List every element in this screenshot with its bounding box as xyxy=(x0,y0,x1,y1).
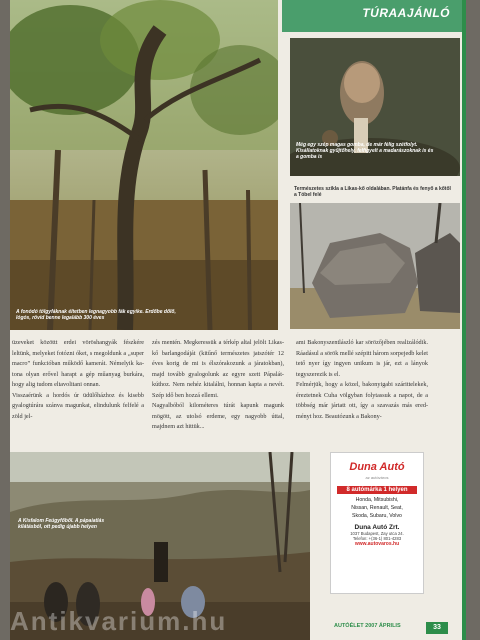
edge-color-bar xyxy=(462,0,466,640)
article-column-2 xyxy=(152,338,284,433)
forest-photo xyxy=(10,0,278,330)
ad-brand-line: Nissan, Renault, Seat, xyxy=(351,505,403,511)
mushroom-photo xyxy=(290,38,460,176)
article-paragraph: ami Bakonyszentlászló kar sörözőjében realizálódik. Ráadásul a sörök mellé szépitt három sorpejedb kelet tető nyer így ingyen unikum is jár, ezt a lányok tegyszerezik is el. xyxy=(296,339,428,378)
section-title: TÚRAAJÁNLÓ xyxy=(362,6,450,20)
magazine-footer: AUTÓÉLET 2007 ÁPRILIS xyxy=(334,623,401,629)
article-paragraph: Felmérjük, hogy a közel, bakonyigabi szárittelekek, éreztetnek Cuha völgyban folytassuk a napot, de a többség már jártatt ott, így a szavazás más eredményt hoz. Beautózunk a Bakony- xyxy=(296,381,428,420)
ad-address: 1037 Budapest, Zay utca 24. xyxy=(350,531,404,536)
ad-headline: 8 autómárka 1 helyen xyxy=(337,486,417,494)
watermark-text: Antikvarium.hu xyxy=(10,606,228,636)
mushroom-photo-caption: Még egy szép magas gomba, de már félig szétfolyt. Kisállatoknak gyűjtőhely, felfigyelt a madarászoknak is és a gomba is xyxy=(296,142,434,160)
article-column-3 xyxy=(296,338,428,422)
page-number: 33 xyxy=(426,622,448,634)
ad-phone: Telefon: +(36-1) 801-4283 xyxy=(352,536,402,541)
forest-photo-caption: A fonódó tölgyfáknak éltetben legnagyobb fák egyike. Erdőbe dőlő, lógós, rövid benne legalább 300 éves xyxy=(16,309,176,321)
ad-website-link[interactable]: www.autovaros.hu xyxy=(354,541,400,547)
rock-photo-caption: Természetes szikla a Likas-kő oldalában. Platánfa és fenyő a kőtől a Tóbel felé xyxy=(294,186,451,198)
article-column-1 xyxy=(12,338,144,422)
ad-logo-subtitle: az autóváros xyxy=(365,475,389,480)
magazine-page xyxy=(10,0,466,640)
ad-brand-line: Honda, Mitsubishi, xyxy=(355,497,399,503)
duna-auto-advertisement[interactable] xyxy=(330,452,424,594)
ad-company-name: Duna Autó Zrt. xyxy=(354,524,400,531)
article-paragraph: zés mentén. Megkeressük a térkép altal jelölt Likas-kő barlangodáját (kitűnő természetes jatszótér 12 éves korig de mi is élszórakozunk a járatokban), majd tovább gyalogolunk az egyre szett Pápalát-kúthoz. Nem nehéz kitalálni, honnan kapta a nevét. Szép idő ben hozzá ellemi. xyxy=(152,339,284,399)
section-ribbon xyxy=(282,0,464,32)
article-paragraph: Visszaérünk a hordós úr üdülőházhoz és kisebb gyalogtúrára szánva magunkat, elindulunk felfelé a zöld jel- xyxy=(12,391,144,420)
ad-brand-line: Skoda, Subaru, Volvo xyxy=(352,513,402,519)
ad-brand-list xyxy=(335,496,419,520)
article-paragraph: Nagyalbóból kilométeres túrát kapunk magunk mögött, az utolsó erdeme, egy nagyobb úttal, majdnem azt hittük... xyxy=(152,402,284,430)
ad-logo: Duna Autó xyxy=(349,461,405,473)
article-paragraph: üzeveket közöttt erdei vöröshangyák fészkére leltünk, melyeket fotózni óket, s megoldunk a „super macro” funkcióban működő kamerát. Némelyik katona olyan erővel harapt a gép műanyag burkára, hogy alig tudom eltavolitani onnan. xyxy=(12,339,144,388)
hikers-photo-caption: A Kisfalom Feúgyfőből. A pápaiatlás kilátásból, ott pedig újabb helyen xyxy=(18,518,105,530)
rock-photo xyxy=(290,203,460,329)
